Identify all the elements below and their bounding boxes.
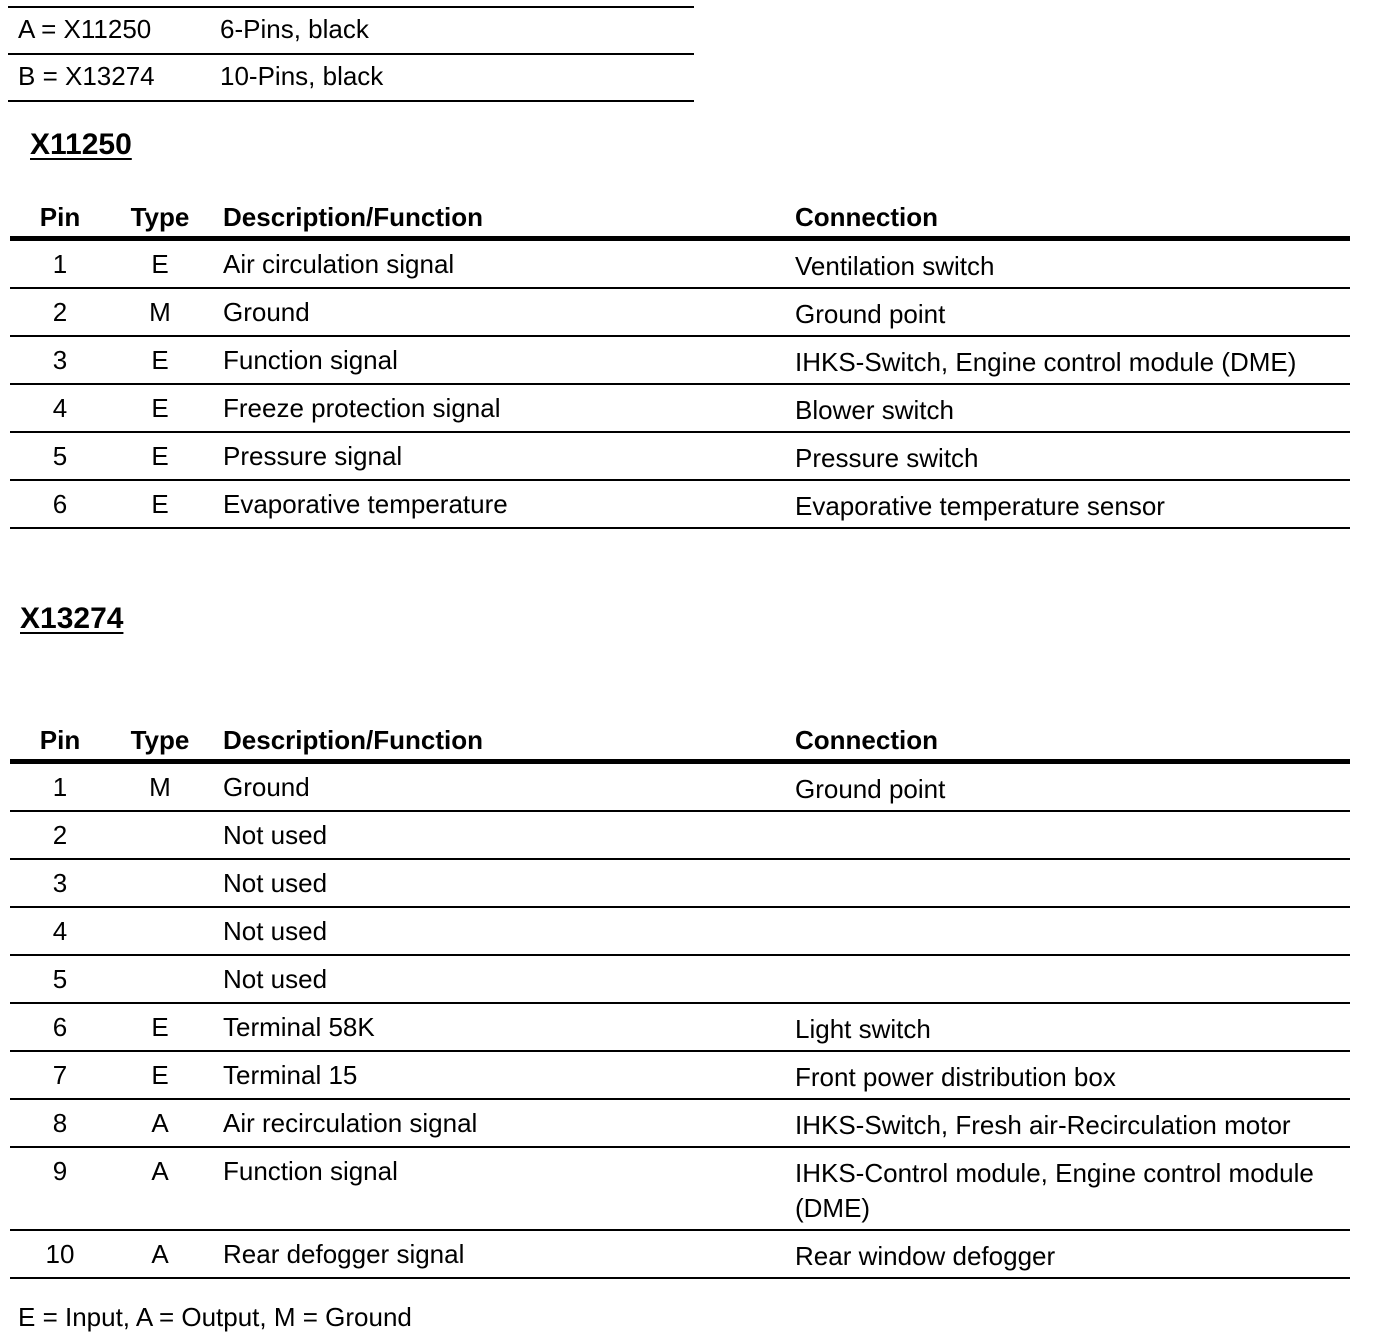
header-description: Description/Function (223, 725, 483, 755)
connection-cell: Evaporative temperature sensor (795, 491, 1165, 521)
type-cell: E (151, 441, 169, 471)
header-connection: Connection (795, 725, 938, 755)
pin-cell: 5 (52, 441, 68, 471)
description-cell: Air circulation signal (223, 249, 455, 279)
description-cell: Ground (223, 297, 310, 327)
pin-cell: 4 (52, 393, 68, 423)
connection-cell: Blower switch (795, 395, 954, 425)
description-cell: Freeze protection signal (223, 393, 501, 423)
description-cell: Function signal (223, 345, 398, 375)
description-cell: Evaporative temperature (223, 489, 508, 519)
pin-cell: 1 (52, 772, 68, 802)
connection-cell: Rear window defogger (795, 1241, 1056, 1271)
pin-cell: 3 (52, 868, 68, 898)
type-cell: E (151, 393, 169, 423)
description-cell: Function signal (223, 1156, 398, 1186)
connection-cell: Ground point (795, 774, 946, 804)
connection-cell: Pressure switch (795, 443, 979, 473)
table-row (10, 860, 1350, 908)
table-body (10, 764, 1350, 1279)
header-type: Type (130, 725, 190, 755)
description-cell: Not used (223, 820, 328, 850)
connector-legend (8, 6, 694, 102)
pin-table-x13274 (10, 723, 1350, 1279)
description-cell: Rear defogger signal (223, 1239, 465, 1269)
table-row (10, 385, 1350, 433)
type-cell: M (149, 297, 171, 327)
type-cell: E (151, 249, 169, 279)
table-row (10, 337, 1350, 385)
type-cell: E (151, 1060, 169, 1090)
connection-cell: Ground point (795, 299, 946, 329)
legend-code: A = X11250 (18, 14, 152, 44)
connection-cell: Light switch (795, 1014, 931, 1044)
pin-cell: 8 (52, 1108, 68, 1138)
header-description: Description/Function (223, 202, 483, 232)
type-cell: E (151, 1012, 169, 1042)
connection-cell: IHKS-Control module, Engine control module (DME) (795, 1158, 1314, 1223)
legend-code: B = X13274 (18, 61, 155, 91)
type-legend-footnote: E = Input, A = Output, M = Ground (18, 1302, 412, 1332)
description-cell: Pressure signal (223, 441, 403, 471)
table-row (10, 1148, 1350, 1231)
pin-cell: 2 (52, 820, 68, 850)
table-row (10, 241, 1350, 289)
legend-row (8, 53, 694, 102)
type-cell: A (151, 1156, 169, 1186)
legend-row (8, 6, 694, 53)
pin-cell: 7 (52, 1060, 68, 1090)
pin-cell: 3 (52, 345, 68, 375)
description-cell: Ground (223, 772, 310, 802)
pin-table-x11250 (10, 200, 1350, 529)
pin-cell: 6 (52, 489, 68, 519)
table-header (10, 200, 1350, 236)
type-cell: E (151, 345, 169, 375)
description-cell: Terminal 58K (223, 1012, 375, 1042)
connection-cell: IHKS-Switch, Fresh air-Recirculation motor (795, 1110, 1291, 1140)
legend-description: 10-Pins, black (220, 61, 384, 91)
table-row (10, 481, 1350, 529)
table-row (10, 764, 1350, 812)
section-title-x11250: X11250 (30, 128, 132, 161)
table-row (10, 956, 1350, 1004)
pin-cell: 10 (45, 1239, 75, 1269)
table-row (10, 1052, 1350, 1100)
table-header (10, 723, 1350, 759)
section-title-x13274: X13274 (20, 602, 124, 635)
type-cell: A (151, 1108, 169, 1138)
type-cell: A (151, 1239, 169, 1269)
pin-cell: 5 (52, 964, 68, 994)
table-row (10, 289, 1350, 337)
header-pin: Pin (39, 202, 81, 232)
table-row (10, 433, 1350, 481)
pin-cell: 6 (52, 1012, 68, 1042)
description-cell: Not used (223, 868, 328, 898)
connection-cell: Ventilation switch (795, 251, 995, 281)
pin-cell: 1 (52, 249, 68, 279)
connection-cell: IHKS-Switch, Engine control module (DME) (795, 347, 1297, 377)
pin-cell: 4 (52, 916, 68, 946)
table-row (10, 1100, 1350, 1148)
table-row (10, 812, 1350, 860)
type-cell: E (151, 489, 169, 519)
header-type: Type (130, 202, 190, 232)
table-row (10, 1004, 1350, 1052)
description-cell: Not used (223, 964, 328, 994)
description-cell: Not used (223, 916, 328, 946)
header-connection: Connection (795, 202, 938, 232)
table-row (10, 908, 1350, 956)
description-cell: Terminal 15 (223, 1060, 358, 1090)
pin-cell: 2 (52, 297, 68, 327)
description-cell: Air recirculation signal (223, 1108, 478, 1138)
header-pin: Pin (39, 725, 81, 755)
table-row (10, 1231, 1350, 1279)
type-cell: M (149, 772, 171, 802)
table-body (10, 241, 1350, 529)
pin-cell: 9 (52, 1156, 68, 1186)
connection-cell: Front power distribution box (795, 1062, 1116, 1092)
legend-description: 6-Pins, black (220, 14, 369, 44)
